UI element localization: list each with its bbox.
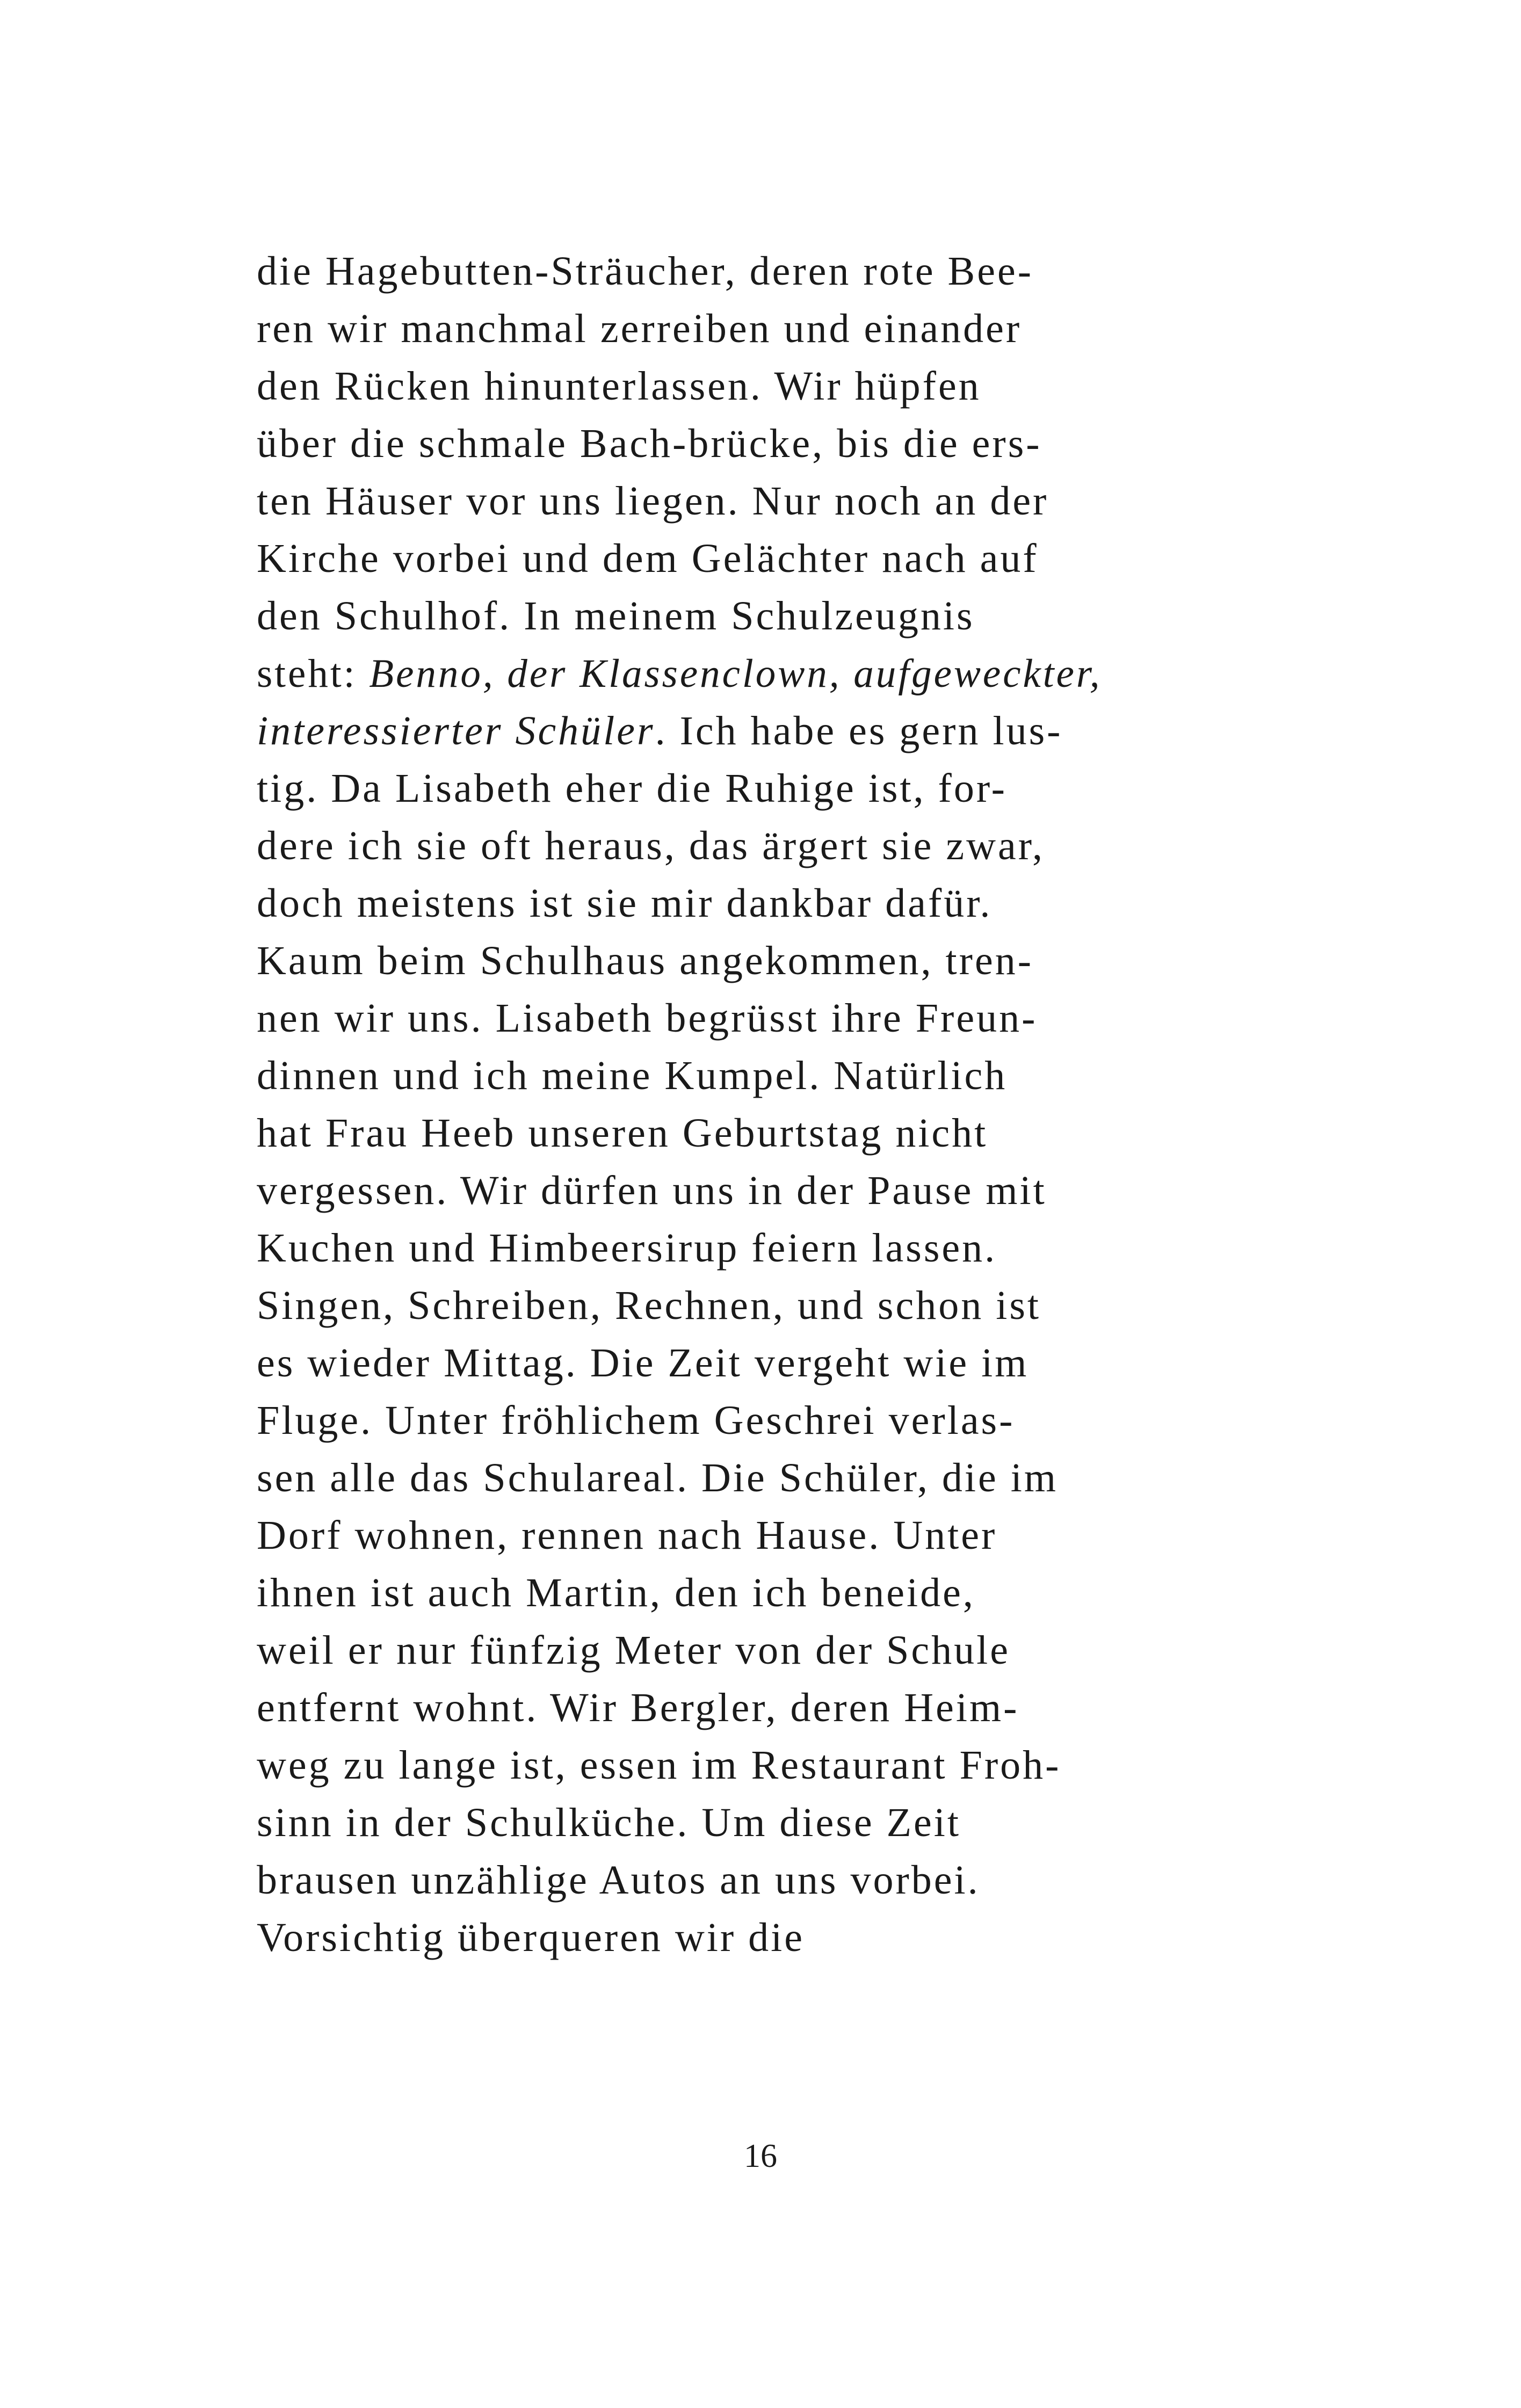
text-line: [257, 415, 1217, 473]
text-line: [257, 1047, 1217, 1105]
text-line: [257, 1679, 1217, 1737]
text-line: [257, 760, 1217, 817]
page-number: 16: [744, 2138, 777, 2174]
text-line: [257, 1852, 1217, 1909]
text-run: Kaum beim Schulhaus angekommen, tren-: [257, 938, 1034, 983]
text-run: weg zu lange ist, essen im Restaurant Froh-: [257, 1743, 1061, 1788]
body-text: [257, 243, 1217, 1967]
text-line: [257, 990, 1217, 1047]
text-line: [257, 473, 1217, 530]
text-run: sinn in der Schulküche. Um diese Zeit: [257, 1800, 961, 1845]
text-run: den Rücken hinunterlassen. Wir hüpfen: [257, 364, 981, 409]
text-line: [257, 1105, 1217, 1162]
text-line: [257, 875, 1217, 932]
text-run: Vorsichtig überqueren wir die: [257, 1915, 805, 1960]
text-line: [257, 1737, 1217, 1794]
text-run: Kuchen und Himbeersirup feiern lassen.: [257, 1225, 997, 1271]
text-run: ten Häuser vor uns liegen. Nur noch an der: [257, 478, 1049, 524]
text-run: steht:: [257, 651, 370, 696]
text-run: Fluge. Unter fröhlichem Geschrei verlas-: [257, 1398, 1015, 1443]
text-line: [257, 1220, 1217, 1277]
italic-text-run: interessierter Schüler: [257, 708, 655, 753]
text-run: dere ich sie oft heraus, das ärgert sie zwar,: [257, 823, 1045, 868]
text-run: Kirche vorbei und dem Gelächter nach auf: [257, 536, 1039, 581]
text-run: . Ich habe es gern lus-: [655, 708, 1063, 753]
text-run: Singen, Schreiben, Rechnen, und schon ist: [257, 1283, 1041, 1328]
text-line: [257, 1162, 1217, 1220]
text-run: hat Frau Heeb unseren Geburtstag nicht: [257, 1111, 988, 1156]
text-line: [257, 1794, 1217, 1852]
text-run: sen alle das Schulareal. Die Schüler, die im: [257, 1455, 1058, 1500]
italic-text-run: Benno, der Klassenclown, aufgeweckter,: [369, 651, 1102, 696]
text-run: den Schulhof. In meinem Schulzeugnis: [257, 593, 975, 639]
text-line: [257, 358, 1217, 415]
text-run: ren wir manchmal zerreiben und einander: [257, 306, 1022, 351]
text-run: nen wir uns. Lisabeth begrüsst ihre Freun-: [257, 996, 1038, 1041]
text-line: [257, 588, 1217, 645]
text-run: es wieder Mittag. Die Zeit vergeht wie im: [257, 1340, 1029, 1386]
text-run: ihnen ist auch Martin, den ich beneide,: [257, 1570, 975, 1615]
text-line: [257, 1392, 1217, 1449]
text-run: entfernt wohnt. Wir Bergler, deren Heim-: [257, 1685, 1019, 1730]
text-run: Dorf wohnen, rennen nach Hause. Unter: [257, 1513, 997, 1558]
text-line: [257, 702, 1217, 760]
text-line: [257, 645, 1217, 702]
text-line: [257, 817, 1217, 875]
text-line: [257, 1277, 1217, 1334]
text-line: [257, 1564, 1217, 1622]
text-line: [257, 1334, 1217, 1392]
text-line: [257, 1622, 1217, 1679]
text-run: die Hagebutten-Sträucher, deren rote Bee-: [257, 249, 1034, 294]
text-line: [257, 300, 1217, 358]
text-line: [257, 530, 1217, 588]
text-run: weil er nur fünfzig Meter von der Schule: [257, 1628, 1011, 1673]
text-line: [257, 243, 1217, 300]
text-run: brausen unzählige Autos an uns vorbei.: [257, 1858, 980, 1903]
text-run: doch meistens ist sie mir dankbar dafür.: [257, 881, 993, 926]
text-line: [257, 932, 1217, 990]
text-run: über die schmale Bach-brücke, bis die ers-: [257, 421, 1042, 466]
text-line: [257, 1449, 1217, 1507]
text-line: [257, 1507, 1217, 1564]
text-run: vergessen. Wir dürfen uns in der Pause mit: [257, 1168, 1047, 1213]
text-run: tig. Da Lisabeth eher die Ruhige ist, for-: [257, 766, 1007, 811]
text-run: dinnen und ich meine Kumpel. Natürlich: [257, 1053, 1008, 1098]
text-line: [257, 1909, 1217, 1967]
